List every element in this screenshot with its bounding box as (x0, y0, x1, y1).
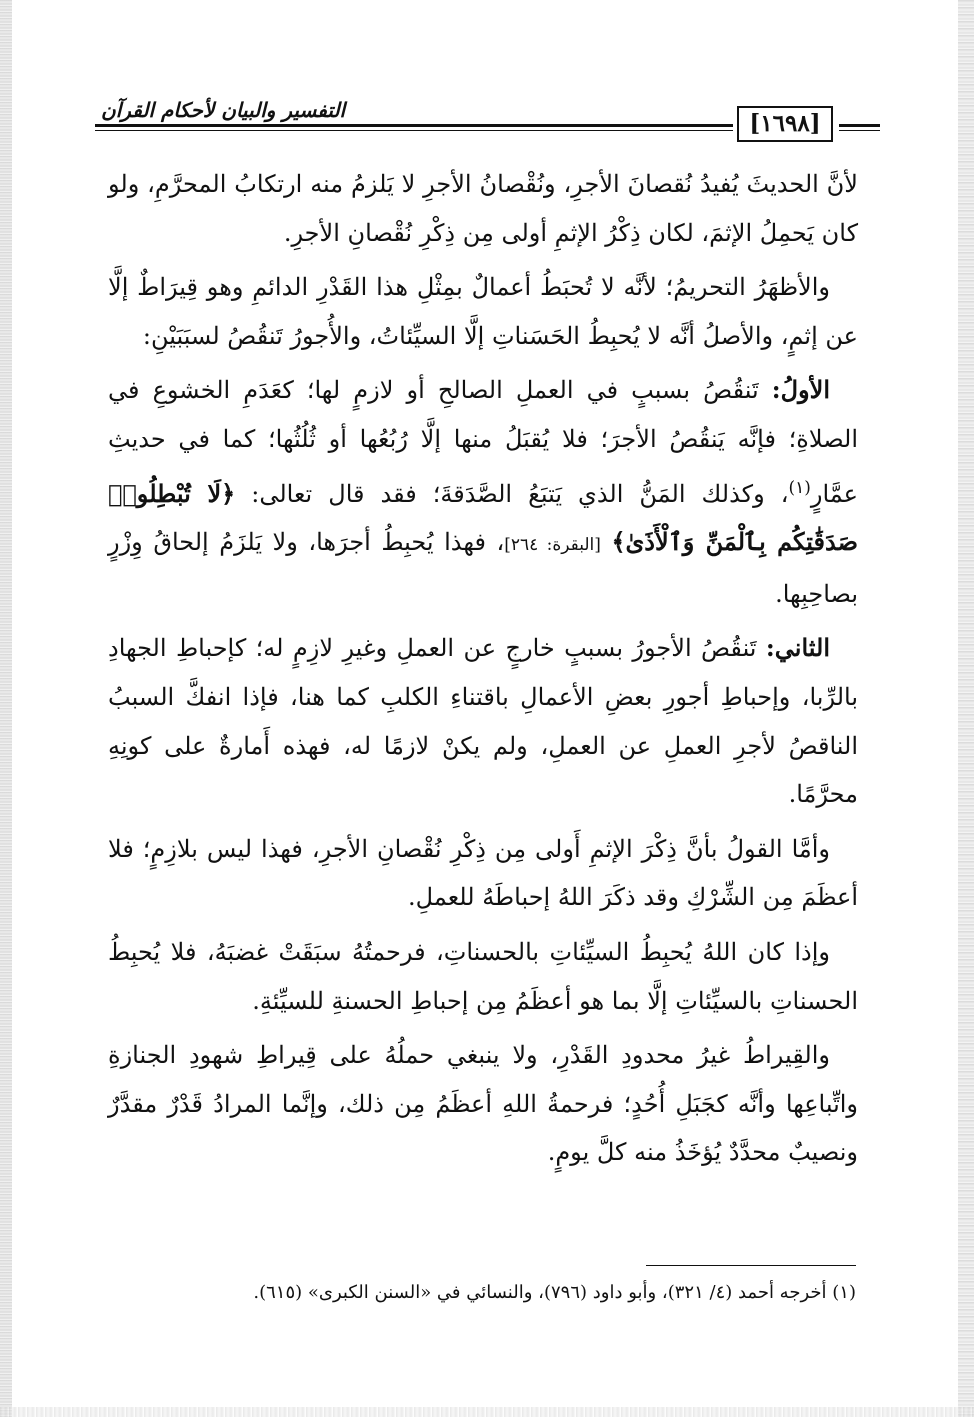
paragraph-4-lead: الثاني: (765, 633, 830, 663)
scan-edge-left (0, 0, 12, 1417)
surah-reference: [البقرة: ٢٦٤] (504, 535, 601, 556)
footnote-reference: (١) (788, 477, 811, 498)
page-header (95, 96, 880, 146)
paragraph-3-lead: الأولُ: (771, 375, 830, 405)
body-text (108, 160, 858, 1183)
paragraph-4-text: تَنقُصُ الأجورُ بسببٍ خارجٍ عن العملِ وغيرِ لازِمٍ له؛ كإحباطِ الجهادِ بالرِّبا، وإحباطِ أجورِ بعضِ الأعمالِ باقتناءِ الكلبِ كما هنا، فإذا انفكَّ السببُ الناقصُ لأجرِ العملِ عن العملِ، ولم يكنْ لازمًا له، فهذه أَمارةٌ على كونِهِ محرَّمًا. (108, 634, 858, 809)
header-rule-short-thin (839, 130, 880, 131)
footnote-marker: (١) (832, 1282, 856, 1303)
paragraph-2-text: والأظهَرُ التحريمُ؛ لأنَّه لا تُحبَطُ أعمالٌ بمِثْلِ هذا القَدْرِ الدائمِ وهو قِيرَاطٌ إلَّا عن إثمٍ، والأصلُ أنَّه لا يُحبِطُ الحَسَناتِ إلَّا السيِّئاتُ، والأُجورُ تَنقُصُ لسبَبَيْنِ: (108, 273, 858, 350)
paragraph-3-text-end: ، فهذا يُحبِطُ أجرَها، ولا يَلزَمُ إلحاقُ وِزْرٍ بصاحِبِها. (108, 528, 858, 608)
paragraph-1-text: لأنَّ الحديثَ يُفيدُ نُقصانَ الأجرِ، ونُقْصانُ الأجرِ لا يَلزمُ منه ارتكابُ المحرَّمِ، ولو كان يَحمِلُ الإثمَ، لكان ذِكْرُ الإثمِ أولى مِن ذِكْرِ نُقْصانِ الأجرِ. (108, 170, 858, 247)
paragraph-5-text: وأمَّا القولُ بأنَّ ذِكْرَ الإثمِ أَولى مِن ذِكْرِ نُقْصانِ الأجرِ، فهذا ليس بلازِمٍ؛ فلا أعظَمَ مِن الشِّرْكِ وقد ذكَرَ اللهُ إحباطَهُ للعملِ. (108, 834, 858, 912)
paragraph-1 (108, 160, 858, 257)
paragraph-3-text: تَنقُصُ بسببٍ في العملِ الصالحِ أو لازمٍ لها؛ كعَدَمِ الخشوعِ في الصلاةِ؛ فإنَّه يَنقُصُ الأجرَ؛ فلا يُقبَلُ منها إلَّا رُبُعُها أو ثُلُثُها؛ كما في حديثِ عمَّارٍ (108, 376, 858, 508)
footnote-separator (646, 1265, 856, 1266)
paragraph-6-text: وإذا كان اللهُ يُحبِطُ السيِّئاتِ بالحسناتِ، فرحمتُهُ سبَقَتْ غضبَهُ، فلا يُحبِطُ الحسناتِ بالسيِّئاتِ إلَّا بما هو أعظَمُ مِن إحباطِ الحسنةِ للسيِّئةِ. (108, 937, 858, 1015)
paragraph-3 (108, 366, 858, 618)
footnote (120, 1278, 856, 1308)
paragraph-7 (108, 1031, 858, 1177)
paragraph-6 (108, 928, 858, 1025)
paragraph-2 (108, 263, 858, 360)
footnote-text: أخرجه أحمد (٤/ ٣٢١)، وأبو داود (٧٩٦)، والنسائي في «السنن الكبرى» (٦١٥). (253, 1282, 827, 1303)
scan-edge-bottom (0, 1407, 974, 1417)
book-title: التفسير والبيان لأحكام القرآن (101, 98, 346, 122)
header-rule-thick (95, 124, 733, 127)
scan-edge-right (958, 0, 974, 1417)
header-rule-thin (95, 130, 733, 131)
paragraph-3-text-after: ، وكذلك المَنُّ الذي يَتبَعُ الصَّدَقةَ؛ فقد قال تعالى: (251, 479, 789, 508)
paragraph-7-text: والقِيراطُ غيرُ محدودِ القَدْرِ، ولا ينبغي حملُهُ على قِيراطِ شهودِ الجنازةِ واتِّباعِها وأنَّه كجَبَلِ أُحُدٍ؛ فرحمةُ اللهِ أعظَمُ مِن ذلك، وإنَّما المرادُ قَدْرٌ مقدَّرٌ ونصيبٌ محدَّدٌ يُؤخَذُ منه كلَّ يومٍ. (108, 1041, 858, 1167)
quran-verse: ﴿لَا تُبْطِلُوا۟ صَدَقَٰتِكُم بِٱلْمَنِّ وَٱلْأَذَىٰ﴾ (108, 478, 858, 557)
header-rule-short-thick (839, 124, 880, 127)
page-number: [١٦٩٨] (737, 106, 833, 142)
paragraph-4 (108, 624, 858, 818)
paragraph-5 (108, 825, 858, 922)
